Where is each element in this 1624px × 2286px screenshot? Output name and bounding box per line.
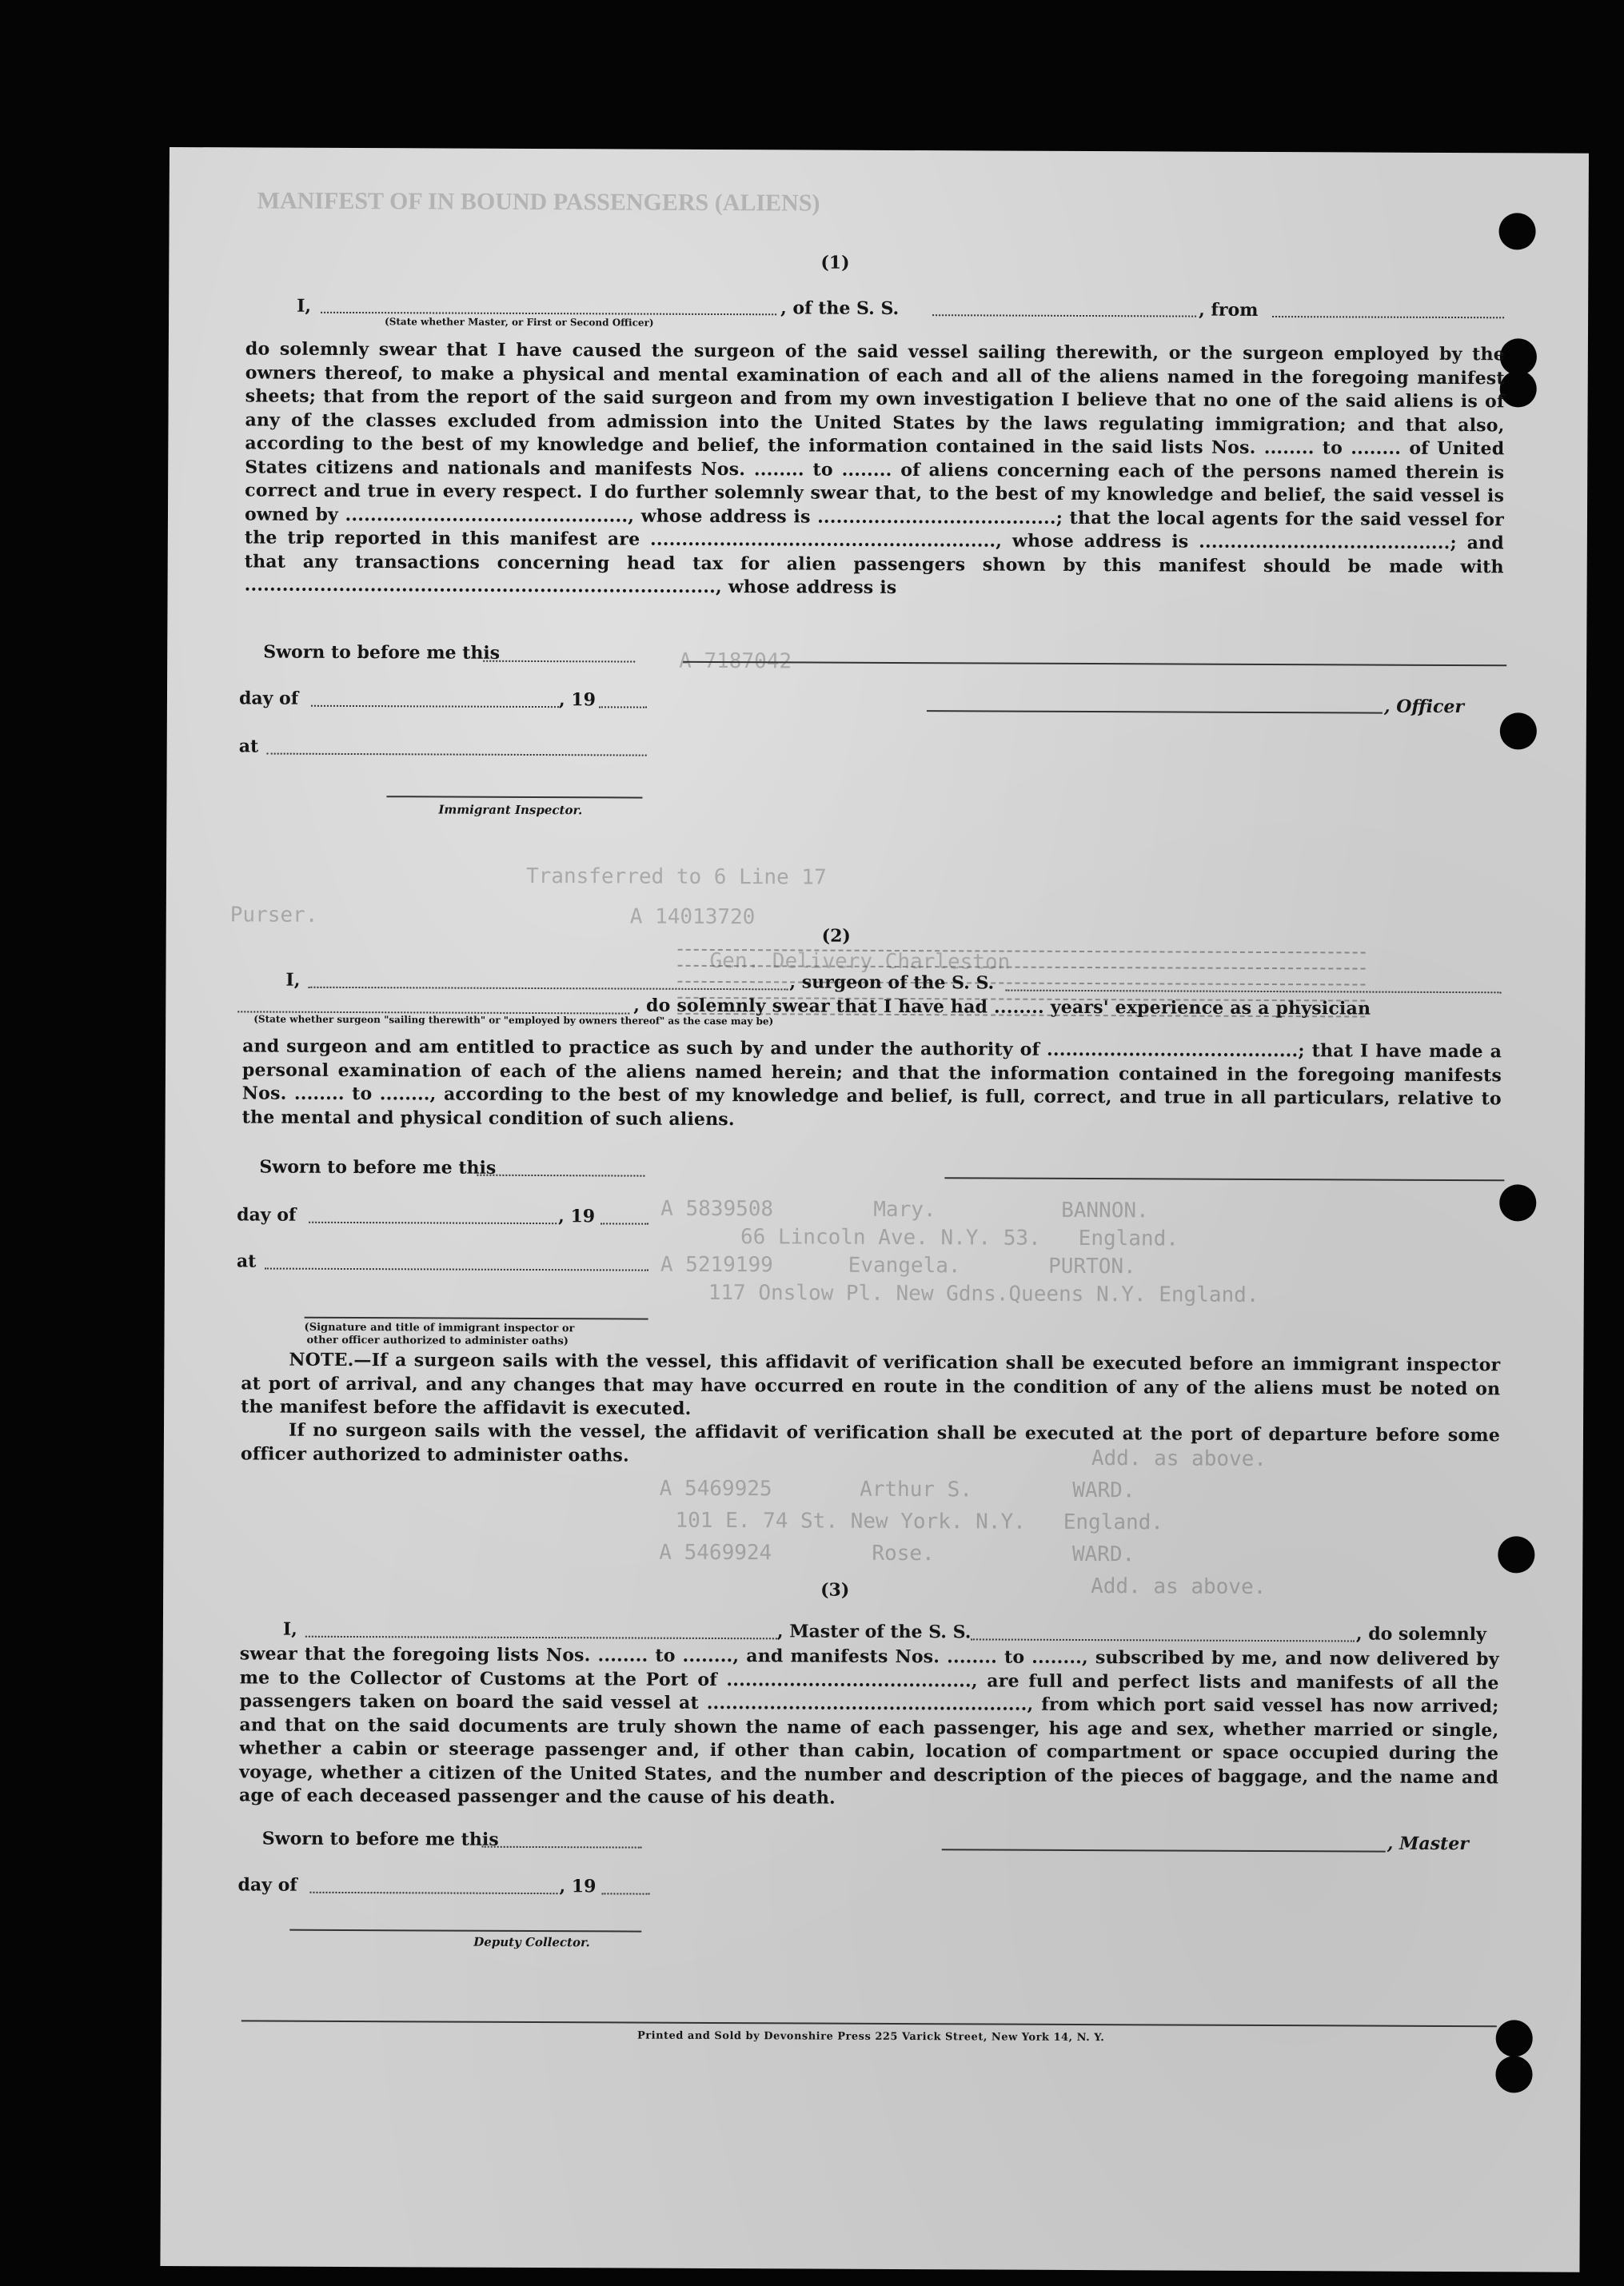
bleed-through-line: Gen. Delivery Charleston — [709, 948, 1011, 975]
deputy-signature-line[interactable] — [289, 1929, 641, 1933]
section-3-oath-text: swear that the foregoing lists Nos. ........ to ........, and manifests Nos. ........ to ........, subscribed by me, and now delivered by me to the Collector of Customs at the Port of ......................................., are full and perfect lists and manifests of all the passengers taken on board the said vessel at ..................................................., from which port said vessel has now arrived; and that on the said documents are truly shown the name of each passenger, his age and sex, whether married or single, whether a cabin or steerage passenger and, if other than cabin, location of compartment or space occupied during the voyage, whether a citizen of the United States, and the number and description of the pieces of baggage, and the name and age of each deceased passenger and the cause of his death. — [238, 1643, 1499, 1809]
do-solemnly-label: , do solemnly — [1355, 1623, 1486, 1646]
day-of-field-2[interactable] — [309, 1222, 557, 1224]
at-field[interactable] — [267, 753, 647, 756]
master-name-field[interactable] — [305, 1636, 777, 1640]
bleed-through-rule — [677, 981, 1365, 986]
day-of-label-2: day of — [237, 1204, 297, 1226]
note-text-2: If no surgeon sails with the vessel, the affidavit of verification shall be executed at the port of departure before some officer authorized to administer oaths. — [240, 1419, 1501, 1466]
at-label-2: at — [236, 1251, 257, 1272]
inspector-signature-line-2[interactable] — [305, 1317, 648, 1320]
inspector-label: Immigrant Inspector. — [438, 802, 583, 818]
punch-hole — [1500, 712, 1537, 749]
day-of-field-3[interactable] — [309, 1892, 557, 1894]
master-vessel-field[interactable] — [971, 1638, 1355, 1642]
bleed-through-line: A 7187042 — [679, 648, 792, 674]
master-of-label: , Master of the S. S. — [776, 1621, 972, 1643]
section-1-I: I, — [297, 295, 312, 317]
officer-signature-line[interactable] — [683, 661, 1506, 666]
surgeon-of-label: , surgeon of the S. S. — [789, 971, 995, 994]
surgeon-signature-line[interactable] — [944, 1177, 1504, 1181]
at-label: at — [238, 736, 259, 757]
section-1-number: (1) — [820, 252, 850, 273]
bleed-through-line: 66 Lincoln Ave. N.Y. 53. England. — [740, 1225, 1179, 1251]
sworn-date-field[interactable] — [483, 660, 635, 663]
signature-hint-2: other officer authorized to administer oaths) — [306, 1334, 569, 1348]
bleed-through-line: A 5219199 Evangela. PURTON. — [660, 1252, 1136, 1279]
day-of-label-3: day of — [237, 1874, 297, 1896]
officer-line[interactable] — [927, 710, 1383, 713]
section-2-number: (2) — [821, 925, 851, 947]
deputy-collector-label: Deputy Collector. — [473, 1934, 590, 1950]
surgeon-name-field[interactable] — [308, 987, 788, 991]
section-2-oath-text: and surgeon and am entitled to practice as such by and under the authority of ........................................; that I have made a personal examination of each of the aliens named herein; and that the information contained in the foregoing manifests Nos. ........ to ........, according to the best of my knowledge and belief, is full, correct, and true in all particulars, relative to the mental and physical condition of such aliens. — [241, 1035, 1502, 1130]
section-3-I: I, — [282, 1618, 297, 1640]
bleed-through-line: 117 Onslow Pl. New Gdns.Queens N.Y. England. — [708, 1280, 1259, 1307]
vessel-name-field[interactable] — [932, 314, 1196, 317]
year-field-2[interactable] — [601, 1223, 648, 1224]
year-label-2: , 19 — [558, 1206, 596, 1227]
bleed-through-line: 101 E. 74 St. New York. N.Y. England. — [675, 1508, 1164, 1535]
sworn-date-field-3[interactable] — [482, 1846, 642, 1849]
signature-hint-1: (Signature and title of immigrant inspector or — [304, 1321, 575, 1335]
surgeon-hint: (State whether surgeon "sailing therewith" or "employed by owners thereof" as the case may be) — [253, 1013, 774, 1027]
bleed-through-line: Transferred to 6 Line 17 — [525, 864, 827, 890]
at-field-2[interactable] — [265, 1268, 648, 1271]
manifest-reverse-page — [160, 147, 1589, 2272]
sworn-label-3: Sworn to before me this — [261, 1828, 499, 1850]
day-of-label: day of — [238, 688, 299, 709]
note-text-1: NOTE.—If a surgeon sails with the vessel, this affidavit of verification shall be executed before an immigrant inspector at port of arrival, and any changes that may have occurred en route in the condition of any of the aliens must be noted on the manifest before the affidavit is executed. — [241, 1349, 1501, 1419]
year-label-3: , 19 — [559, 1876, 597, 1897]
of-ss-label: , of the S. S. — [780, 297, 900, 319]
inspector-signature-line[interactable] — [386, 796, 642, 798]
bleed-through-line: A 5839508 Mary. BANNON. — [660, 1196, 1149, 1223]
bleed-through-line: A 5469924 Rose. WARD. — [659, 1540, 1135, 1567]
sworn-label-2: Sworn to before me this — [259, 1156, 497, 1179]
from-label: , from — [1199, 299, 1259, 321]
master-label: , Master — [1387, 1833, 1469, 1855]
bleed-through-line: Purser. — [229, 903, 318, 928]
bleed-through-line: A 5469925 Arthur S. WARD. — [659, 1476, 1135, 1503]
surgeon-swear-line: , do solemnly swear that I have had ........ years' experience as a physician — [633, 995, 1371, 1019]
bleed-through-line: A 14013720 — [629, 904, 756, 930]
master-signature-line[interactable] — [942, 1849, 1386, 1852]
day-of-field[interactable] — [311, 705, 559, 708]
bleed-through-header: MANIFEST OF IN BOUND PASSENGERS (ALIENS) — [257, 187, 820, 217]
year-label: , 19 — [558, 689, 596, 711]
bleed-through-line: Add. as above. — [1091, 1574, 1267, 1600]
officer-label: , Officer — [1383, 696, 1465, 718]
officer-hint: (State whether Master, or First or Second Officer) — [385, 316, 654, 329]
printer-imprint: Printed and Sold by Devonshire Press 225 Varick Street, New York 14, N. Y. — [636, 2029, 1105, 2045]
surgeon-vessel-field[interactable] — [1005, 990, 1501, 994]
sworn-label: Sworn to before me this — [263, 641, 501, 664]
punch-hole — [1495, 2056, 1532, 2093]
punch-hole — [1499, 1184, 1536, 1221]
section-1-oath-text: do solemnly swear that I have caused the surgeon of the said vessel sailing therewith, or the surgeon employed by the owners thereof, to make a physical and mental examination of each and all of the aliens named in the foregoing manifest sheets; that from the report of the said surgeon and from my own investigation I believe that no one of the said aliens is of any of the classes excluded from admission into the United States by the laws regulating immigration; and that also, according to the best of my knowledge and belief, the information contained in the said lists Nos. ........ to ........ of United States citizens and nationals and manifests Nos. ........ to ........ of aliens concerning each of the persons named therein is correct and true in every respect. I do further solemnly swear that, to the best of my knowledge and belief, the said vessel is owned by ............................................., whose address is ......................................; that the local agents for the said vessel for the trip reported in this manifest are ......................................................., whose address is ........................................; and that any transactions concerning head tax for alien passengers shown by this manifest should be made with ..........................................................................., whose address is — [244, 338, 1505, 598]
year-field[interactable] — [599, 706, 647, 708]
punch-hole — [1498, 213, 1535, 249]
footer-rule — [241, 2020, 1497, 2027]
section-2-I: I, — [285, 969, 301, 991]
section-3-number: (3) — [820, 1579, 850, 1601]
bleed-through-line: Add. as above. — [1091, 1446, 1267, 1472]
sworn-date-field-2[interactable] — [477, 1175, 644, 1177]
punch-hole — [1498, 1536, 1534, 1573]
officer-name-field[interactable] — [321, 312, 776, 315]
departure-port-field[interactable] — [1272, 316, 1504, 318]
punch-hole — [1500, 370, 1537, 407]
year-field-3[interactable] — [601, 1893, 649, 1894]
